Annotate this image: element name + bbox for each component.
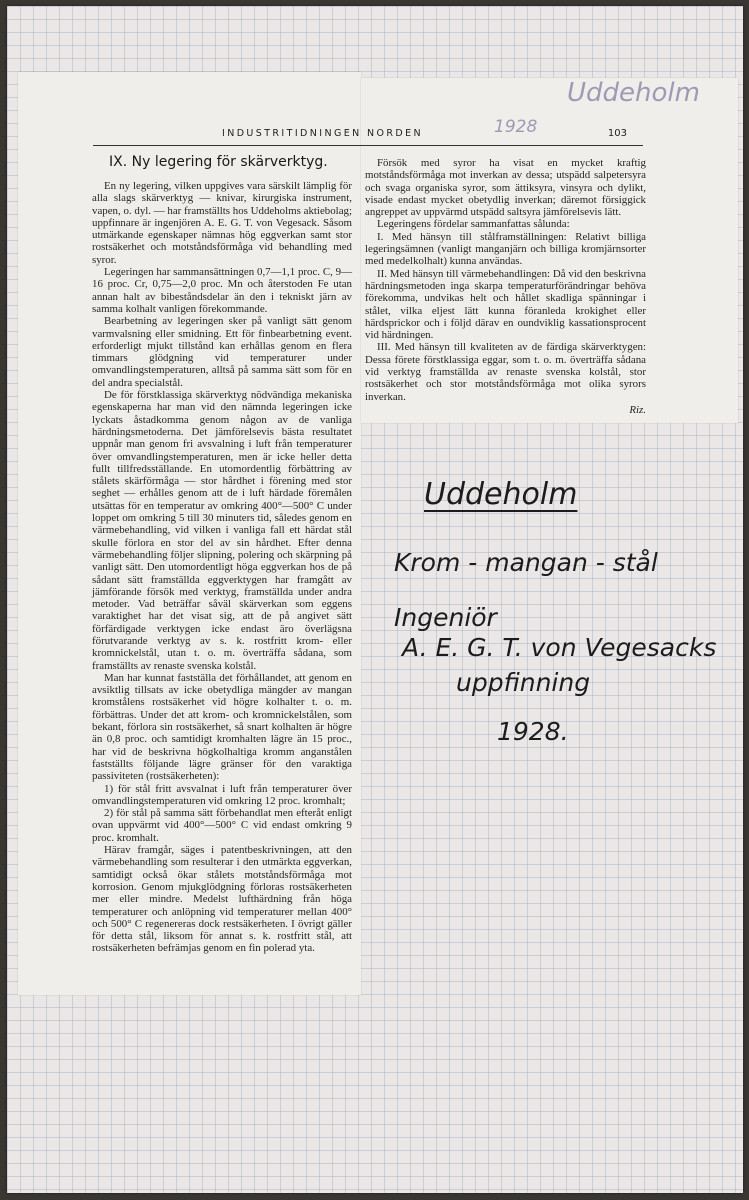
- handwritten-note-line: 1928.: [497, 717, 569, 746]
- header-rule: [93, 145, 643, 146]
- journal-header: [222, 128, 627, 139]
- handwritten-note-line: A. E. G. T. von Vegesacks: [402, 633, 717, 662]
- paragraph: En ny legering, vilken uppgives vara särskilt lämplig för alla slags skärverktyg — knivar, kirurgiska instrument, vapen, o. dyl. — har framställts hos Uddeholms aktiebolag; uppfinnare är ingenjören A. E. G. T. von Vegesack. Såsom utmärkande egenskaper nämnas hög eggverkan samt stor rostsäkerhet och motståndsförmåga vid behandling med syror.: [92, 180, 352, 266]
- paragraph: Man har kunnat fastställa det förhållandet, att genom en avsiktlig tillsats av icke obetydliga mängder av mangan kromstålens rostsäkerhet vid högre kolhalter t. o. m. förbättras. Under det att krom- och kromnickelstålen, som bekant, förlora sin rostsäkerhet, så snart kolhalten är högre än 0,8 proc. och samtidigt kromhalten lägre än 15 proc., har vid de beskrivna högkolhaltiga kromm anganstålen fastställts följande lägre gränser för den varaktiga passiviteten (rostsäkerheten):: [92, 671, 352, 783]
- article-signature: Riz.: [629, 403, 646, 416]
- paragraph: Legeringens fördelar sammanfattas sålunda:: [377, 218, 570, 231]
- paragraph: Legeringen har sammansättningen 0,7—1,1 proc. C, 9—16 proc. Cr, 0,75—2,0 proc. Mn och återstoden Fe utan annan halt av bibeståndsdelar än den i tekniskt järn av samma kolhalt vanligen förekommande.: [92, 266, 352, 315]
- handwritten-note-line: uppfinning: [456, 668, 591, 697]
- paragraph: Härav framgår, säges i patentbeskrivningen, att den värmebehandling som resulterar i den utmärkta eggverkan, samtidigt också ökar stålets motståndsförmåga mot korrosion. Genom mjukglödgning förloras rostsäkerheten mer eller mindre. Medelst lufthärdning från höga temperaturer och anlöpning vid temperaturer mellan 400° och 500° C regenereras dock restsäkerheten. I övrigt gäller för detta stål, liksom för annat s. k. rostfritt stål, att rostsäkerheten befrämjas genom en fin polerad yta.: [92, 844, 352, 955]
- paragraph: I. Med hänsyn till stålframställningen: Relativt billiga legeringsämnen (vanligt manganjärn och billiga kromjärnsorter med medelkolhalt) kunna användas.: [365, 230, 646, 268]
- handwritten-year-top: 1928: [494, 117, 538, 137]
- paragraph: III. Med hänsyn till kvaliteten av de färdiga skärverktygen: Dessa förete förstklassiga eggar, som t. o. m. överträffa sådana vid verktyg framställda av renaste svenska kolstål, stor rostsäkerhet och stor motståndsförmåga mot olika syrors inverkan.: [365, 341, 646, 403]
- article-column-right: [365, 157, 646, 416]
- handwritten-note-line: Uddeholm: [424, 477, 578, 512]
- article-title: IX. Ny legering för skärverktyg.: [109, 154, 328, 170]
- paragraph: Bearbetning av legeringen sker på vanligt sätt genom varmvalsning eller smidning. Ett för finbearbetning event. erforderligt mjukt tillstånd kan erhållas genom en flera timmars glödgning vid temperaturer under omvandlingstemperaturen, alltså på samma sätt som för en del andra specialstål.: [92, 315, 352, 389]
- paragraph: De för förstklassiga skärverktyg nödvändiga mekaniska egenskaperna har man vid den nämnda legeringen icke lyckats åstadkomma genom någon av de vanliga härdningsmetoderna. Det jämförelsevis bästa resultatet uppnår man genom fri avsvalning i luft från temperaturer över omvandlingstemperaturen, men är icke heller detta fullt tillfredsställande. En utomordentlig förbättring av stålets skärförmåga — stor hårdhet i förening med stor seghet — erhålles genom att de i luft härdade föremålen utsättas för en temperatur av omkring 400°—500° C under loppet om omkring 5 till 30 minuters tid, således genom en värmebehandling, vid vilken i vanliga fall ett härdat stål skulle förlora en stor del av sin hårdhet. Efter denna värmebehandling följer slipning, polering och skärpning på vanligt sätt. Den utomordentligt höga eggverkan hos de på sådant sätt framställda eggverktygen har framgått av jämförande försök med verktyg, framställda under andra metoder. Vad beträffar såväl skärverkan som eggens varaktighet har det visat sig, att de på angivet sätt förfärdigade verktygen icke endast äro överlägsna förutvarande verktyg av s. k. rostfritt krom- eller kromnickelstål, utan t. o. m. överträffa sådana, som framställts av renaste svenska kolstål.: [92, 389, 352, 672]
- paragraph: 1) för stål fritt avsvalnat i luft från temperaturer över omvandlingstemperaturen vid omkring 12 proc. kromhalt;: [92, 782, 352, 807]
- handwritten-note-line: Krom - mangan - stål: [394, 548, 658, 577]
- paragraph: Försök med syror ha visat en mycket kraftig motståndsförmåga mot inverkan av dessa; utspädd salpetersyra och svaga organiska syror, som ättiksyra, vinsyra och dylikt, visade endast mycket obetydlig inverkan; däremot försiggick angreppet av uppvärmd utspädd saltsyra jämförelsevis lätt.: [365, 157, 646, 219]
- journal-name: INDUSTRITIDNINGEN NORDEN: [222, 128, 424, 139]
- handwritten-note-line: Ingeniör: [394, 603, 497, 632]
- paragraph: II. Med hänsyn till värmebehandlingen: Då vid den beskrivna härdningsmetoden inga skarpa temperaturförändringar behöva förekomma, undvikas helt och hållet skadliga spänningar i stålet, vilka eljest lätt kunna föranleda krokighet eller härdsprickor och i följd därav en oundviklig kassationsprocent vid härdningen.: [365, 267, 646, 342]
- page-number: 103: [607, 128, 627, 139]
- handwritten-place-top: Uddeholm: [567, 78, 700, 108]
- article-column-left: [92, 180, 352, 955]
- paragraph: 2) för stål på samma sätt förbehandlat men efteråt enligt ovan uppvärmt vid 400°—500° C vid endast omkring 9 proc. kromhalt.: [92, 807, 352, 844]
